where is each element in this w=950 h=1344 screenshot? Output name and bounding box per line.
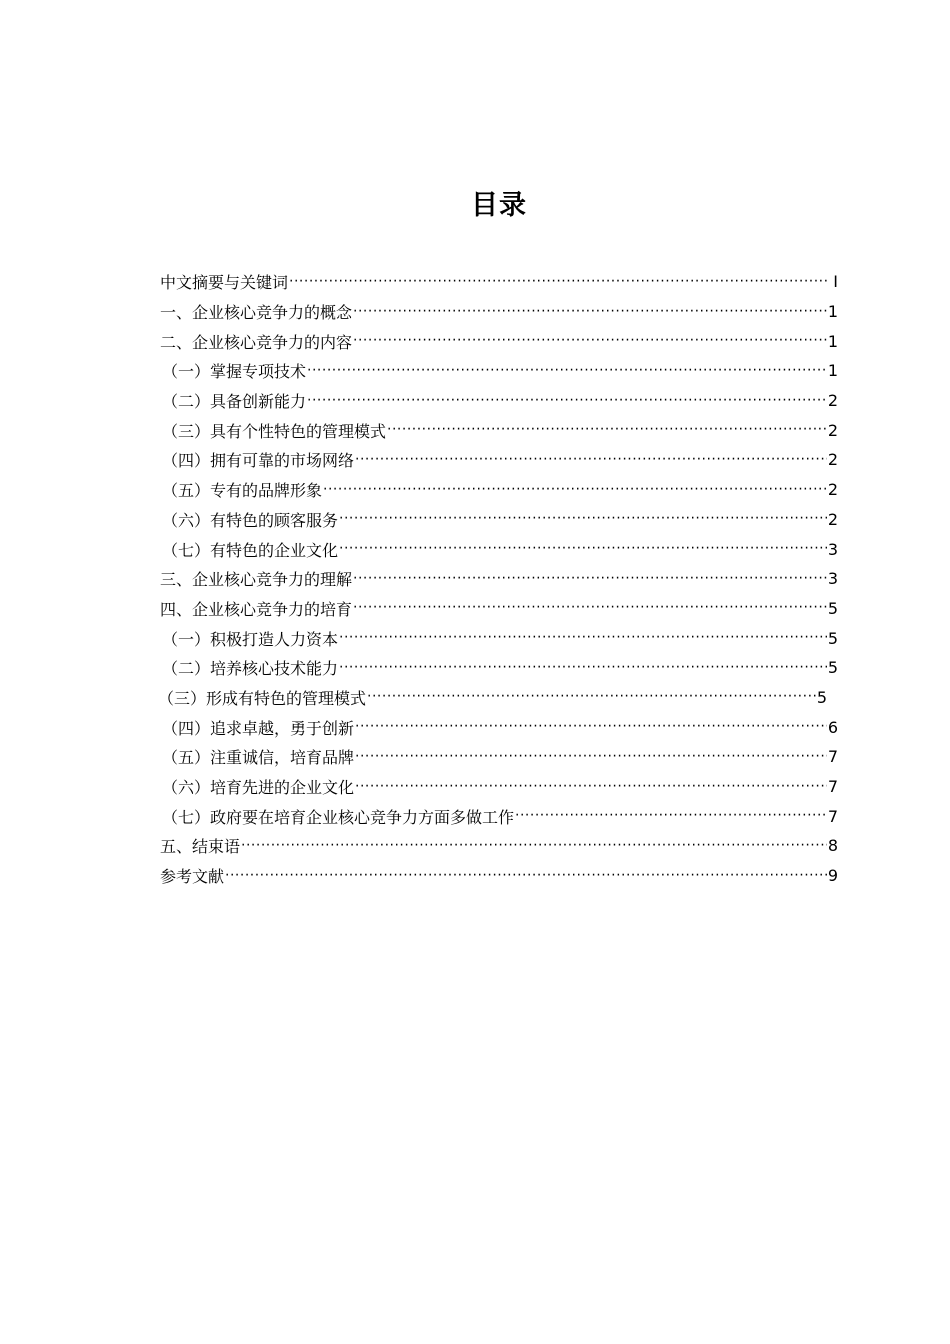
toc-entry[interactable] (160, 326, 838, 356)
toc-leader-dots (307, 356, 827, 385)
toc-entry-page: 2 (827, 391, 838, 411)
toc-entry-page: 9 (827, 866, 838, 886)
toc-entry[interactable] (160, 564, 838, 594)
toc-leader-dots (339, 653, 827, 682)
toc-entry-label: 五、结束语 (160, 837, 241, 857)
toc-leader-dots (339, 535, 827, 564)
toc-entry-page: 2 (827, 509, 838, 529)
toc-entry-page: 1 (827, 331, 838, 351)
toc-entry-label: （六）培育先进的企业文化 (162, 778, 355, 798)
toc-entry-page: 3 (827, 539, 838, 559)
toc-entry[interactable] (160, 445, 838, 475)
toc-entry-page: 7 (827, 777, 838, 797)
toc-entry-label: （六）有特色的顾客服务 (162, 510, 339, 530)
toc-entry-label: （三）形成有特色的管理模式 (158, 688, 367, 708)
toc-entry[interactable] (160, 505, 838, 535)
toc-entry[interactable] (158, 683, 827, 713)
toc-entry-page: 5 (816, 687, 827, 707)
toc-entry-label: 二、企业核心竞争力的内容 (160, 332, 353, 352)
toc-entry-page: 7 (827, 747, 838, 767)
toc-entry[interactable] (160, 801, 838, 831)
toc-leader-dots (353, 564, 827, 593)
toc-leader-dots (355, 445, 827, 474)
toc-entry-page: 3 (827, 569, 838, 589)
toc-entry-label: （一）积极打造人力资本 (162, 629, 339, 649)
toc-entry[interactable] (160, 534, 838, 564)
toc-leader-dots (387, 416, 827, 445)
toc-entry-label: 中文摘要与关键词 (160, 273, 289, 293)
toc-entry[interactable] (160, 772, 838, 802)
toc-leader-dots (355, 713, 827, 742)
toc-entry-label: （七）有特色的企业文化 (162, 540, 339, 560)
toc-entry[interactable] (160, 415, 838, 445)
toc-entry-page: 1 (827, 361, 838, 381)
toc-leader-dots (353, 297, 827, 326)
toc-entry[interactable] (160, 831, 838, 861)
toc-entry-page: 1 (827, 302, 838, 322)
toc-entry[interactable] (160, 356, 838, 386)
toc-entry[interactable] (160, 623, 838, 653)
toc-entry-page: 2 (827, 480, 838, 500)
toc-entry[interactable] (160, 712, 838, 742)
toc-leader-dots (353, 327, 827, 356)
toc-entry-label: 参考文献 (160, 867, 225, 887)
toc-leader-dots (355, 772, 827, 801)
toc-entry-page: 6 (827, 717, 838, 737)
toc-leader-dots (323, 475, 827, 504)
toc-entry[interactable] (160, 594, 838, 624)
toc-entry-page: 2 (827, 420, 838, 440)
toc-leader-dots (353, 594, 827, 623)
toc-entry-page: 5 (827, 658, 838, 678)
toc-leader-dots (289, 267, 829, 296)
toc-entry-label: （三）具有个性特色的管理模式 (162, 421, 387, 441)
toc-entry-label: 一、企业核心竞争力的概念 (160, 303, 353, 323)
toc-leader-dots (355, 742, 827, 771)
toc-entry-page: 5 (827, 628, 838, 648)
toc-entry-label: （二）培养核心技术能力 (162, 659, 339, 679)
toc-leader-dots (339, 505, 827, 534)
toc-entry-page: 7 (827, 806, 838, 826)
toc-entry[interactable] (160, 861, 838, 891)
toc-entry-page: 5 (827, 598, 838, 618)
toc-entry[interactable] (160, 386, 838, 416)
toc-entry[interactable] (160, 475, 838, 505)
toc-entry-label: （一）掌握专项技术 (162, 362, 307, 382)
toc-leader-dots (367, 683, 816, 712)
toc-leader-dots (307, 386, 827, 415)
table-of-contents (160, 267, 838, 890)
toc-leader-dots (225, 861, 827, 890)
toc-entry-page: I (833, 272, 838, 292)
toc-entry-label: （五）专有的品牌形象 (162, 481, 323, 501)
toc-entry-page: 2 (827, 450, 838, 470)
toc-entry[interactable] (160, 297, 838, 327)
toc-entry-label: 三、企业核心竞争力的理解 (160, 570, 353, 590)
toc-entry[interactable] (160, 742, 838, 772)
toc-entry[interactable] (160, 653, 838, 683)
toc-leader-dots (515, 802, 827, 831)
toc-leader-dots (241, 831, 827, 860)
toc-entry-label: （四）拥有可靠的市场网络 (162, 451, 355, 471)
toc-entry-label: （二）具备创新能力 (162, 392, 307, 412)
toc-entry-label: （七）政府要在培育企业核心竞争力方面多做工作 (162, 807, 515, 827)
toc-entry-label: 四、企业核心竞争力的培育 (160, 599, 353, 619)
page-title: 目录 (471, 190, 527, 221)
toc-entry-label: （五）注重诚信，培育品牌 (162, 748, 355, 768)
toc-entry[interactable] (160, 267, 838, 297)
toc-leader-dots (339, 624, 827, 653)
toc-entry-label: （四）追求卓越，勇于创新 (162, 718, 355, 738)
toc-entry-page: 8 (827, 836, 838, 856)
